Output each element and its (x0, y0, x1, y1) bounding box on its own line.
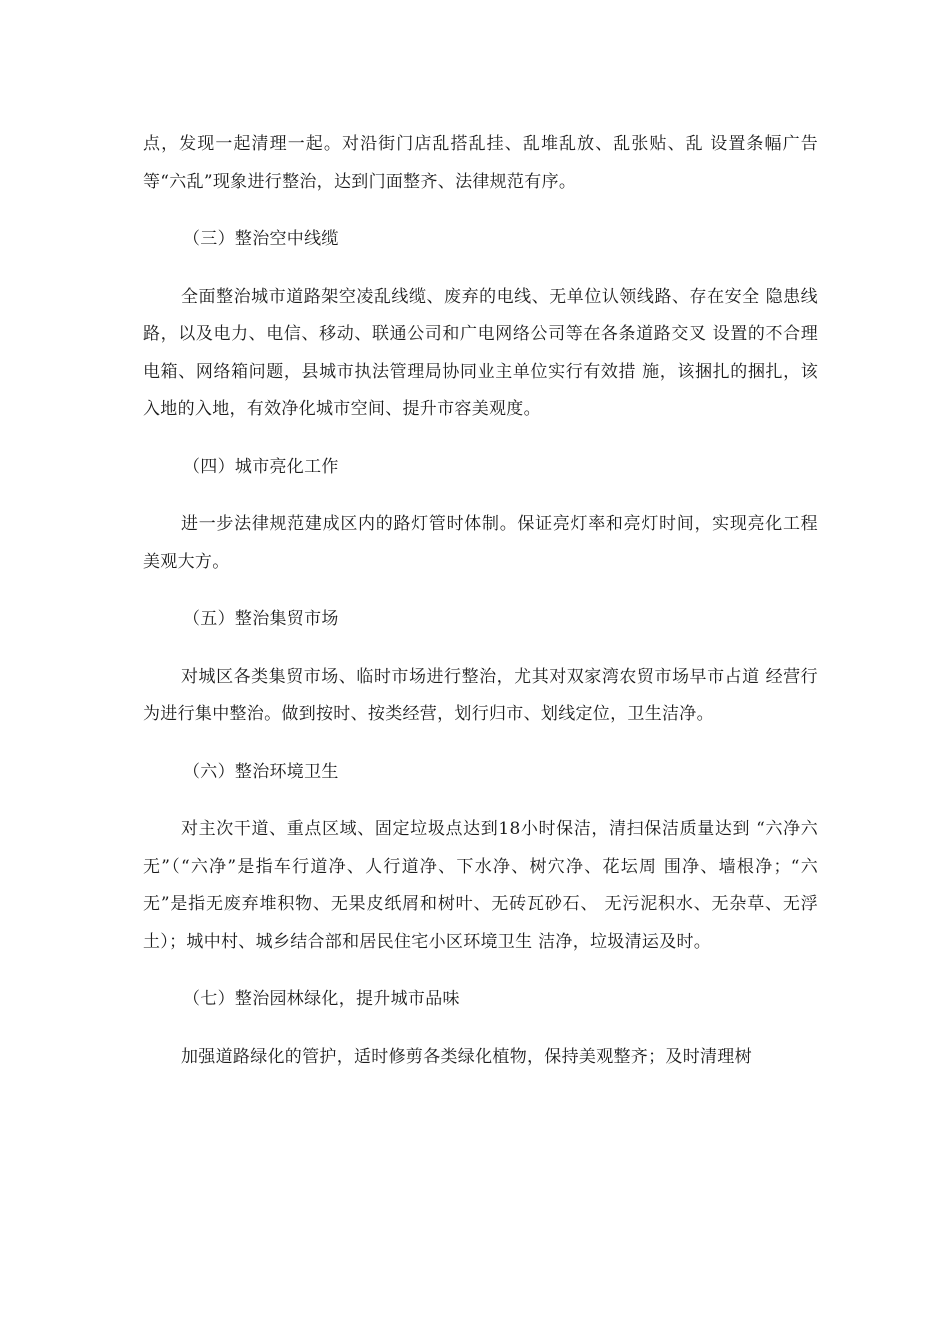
paragraph-sanitation: 对主次干道、重点区域、固定垃圾点达到18小时保洁，清扫保洁质量达到 “六净六无”（“六净”是指车行道净、人行道净、下水净、树穴净、花坛周 围净、墙根净；“六无”是指无废弃堆积物、无果皮纸屑和树叶、无砖瓦砂石、 无污泥积水、无杂草、无浮土）；城中村、城乡结合部和居民住宅小区环境卫生 洁净，垃圾清运及时。 (143, 819, 818, 952)
paragraph-gap (143, 259, 818, 279)
section-heading-markets: （五）整治集贸市场 (183, 609, 339, 629)
paragraph-gap (143, 429, 818, 449)
paragraph-city-lighting: 进一步法律规范建成区内的路灯管时体制。保证亮灯率和亮灯时间，实现亮化工程美观大方。 (143, 514, 818, 572)
paragraph-gap (143, 201, 818, 221)
section-heading-sanitation: （六）整治环境卫生 (183, 761, 339, 782)
document-page (143, 126, 818, 1076)
paragraph-markets: 对城区各类集贸市场、临时市场进行整治，尤其对双家湾农贸市场早市占道 经营行为进行集中整治。做到按时、按类经营，划行归市、划线定位，卫生洁净。 (143, 666, 818, 724)
section-heading-greening: （七）整治园林绿化，提升城市品味 (183, 989, 460, 1009)
paragraph-storefront-rectification: 点，发现一起清理一起。对沿街门店乱搭乱挂、乱堆乱放、乱张贴、乱 设置条幅广告等“六乱”现象进行整治，达到门面整齐、法律规范有序。 (143, 134, 818, 192)
paragraph-gap (143, 791, 818, 811)
paragraph-gap (143, 1019, 818, 1039)
section-heading-overhead-cables: （三）整治空中线缆 (183, 229, 339, 249)
paragraph-gap (143, 486, 818, 506)
paragraph-greening: 加强道路绿化的管护，适时修剪各类绿化植物，保持美观整齐；及时清理树 (181, 1046, 752, 1067)
paragraph-gap (143, 734, 818, 754)
paragraph-gap (143, 639, 818, 659)
paragraph-overhead-cables: 全面整治城市道路架空凌乱线缆、废弃的电线、无单位认领线路、存在安全 隐患线路，以及电力、电信、移动、联通公司和广电网络公司等在各条道路交叉 设置的不合理电箱、网络箱问题，县城市执法管理局协同业主单位实行有效措 施，该捆扎的捆扎，该入地的入地，有效净化城市空间、提升市容美观度。 (143, 286, 818, 419)
section-heading-city-lighting: （四）城市亮化工作 (183, 456, 339, 477)
paragraph-gap (143, 961, 818, 981)
paragraph-gap (143, 581, 818, 601)
